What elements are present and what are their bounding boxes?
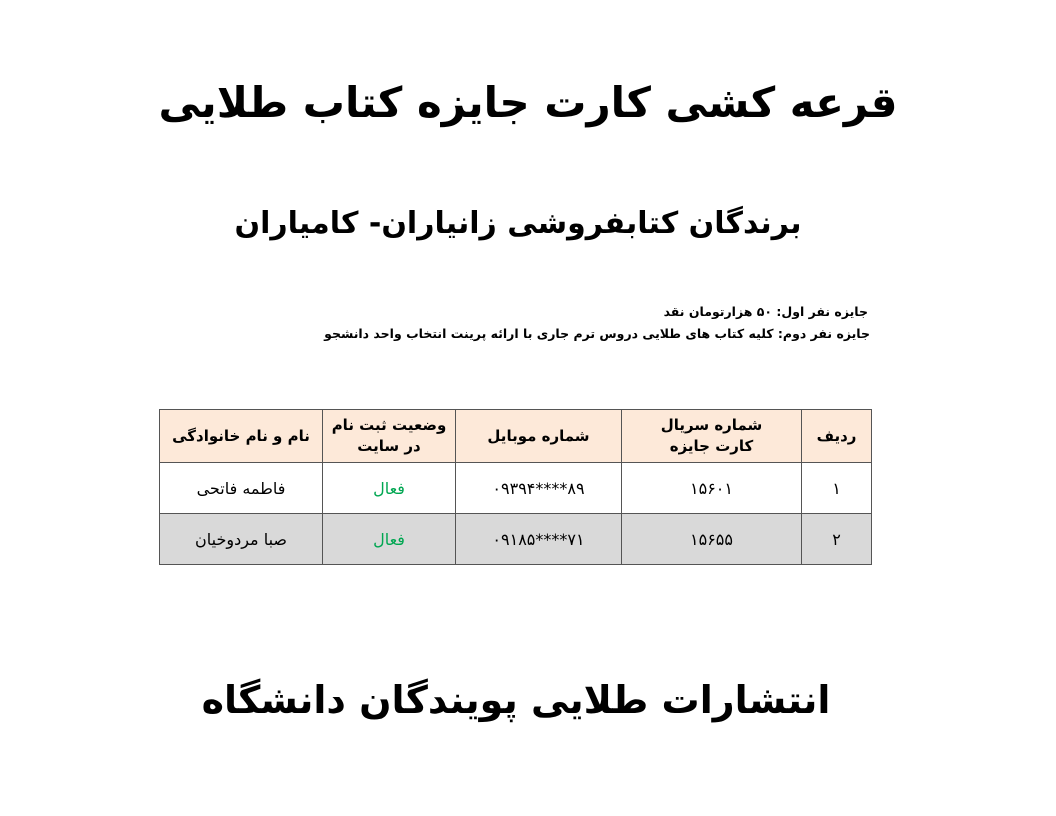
header-status-line2: در سایت bbox=[357, 437, 421, 455]
header-name: نام و نام خانوادگی bbox=[160, 410, 323, 463]
header-serial bbox=[622, 410, 802, 463]
cell-status: فعال bbox=[323, 463, 456, 514]
header-status bbox=[323, 410, 456, 463]
cell-row-number: ۲ bbox=[802, 514, 872, 565]
table-row bbox=[160, 463, 872, 514]
header-serial-line2: کارت جایزه bbox=[669, 437, 754, 455]
cell-serial: ۱۵۶۵۵ bbox=[622, 514, 802, 565]
cell-status: فعال bbox=[323, 514, 456, 565]
cell-row-number: ۱ bbox=[802, 463, 872, 514]
header-row-number: ردیف bbox=[802, 410, 872, 463]
first-prize-text: جایزه نفر اول: ۵۰ هزارتومان نقد bbox=[663, 304, 868, 319]
cell-name: صبا مردوخیان bbox=[160, 514, 323, 565]
table-row bbox=[160, 514, 872, 565]
cell-mobile: ۰۹۳۹۴****۸۹ bbox=[456, 463, 622, 514]
cell-name: فاطمه فاتحی bbox=[160, 463, 323, 514]
winners-table bbox=[159, 409, 872, 565]
header-status-line1: وضعیت ثبت نام bbox=[331, 416, 447, 434]
second-prize-text: جایزه نفر دوم: کلیه کتاب های طلایی دروس ترم جاری با ارائه پرینت انتخاب واحد دانشجو bbox=[324, 326, 870, 341]
page-subtitle: برندگان کتابفروشی زانیاران- کامیاران bbox=[234, 206, 802, 241]
header-mobile: شماره موبایل bbox=[456, 410, 622, 463]
page-title: قرعه کشی کارت جایزه کتاب طلایی bbox=[158, 78, 898, 127]
header-serial-line1: شماره سریال bbox=[660, 416, 763, 434]
cell-serial: ۱۵۶۰۱ bbox=[622, 463, 802, 514]
cell-mobile: ۰۹۱۸۵****۷۱ bbox=[456, 514, 622, 565]
footer-publisher: انتشارات طلایی پویندگان دانشگاه bbox=[201, 678, 831, 722]
table-header-row bbox=[160, 410, 872, 463]
